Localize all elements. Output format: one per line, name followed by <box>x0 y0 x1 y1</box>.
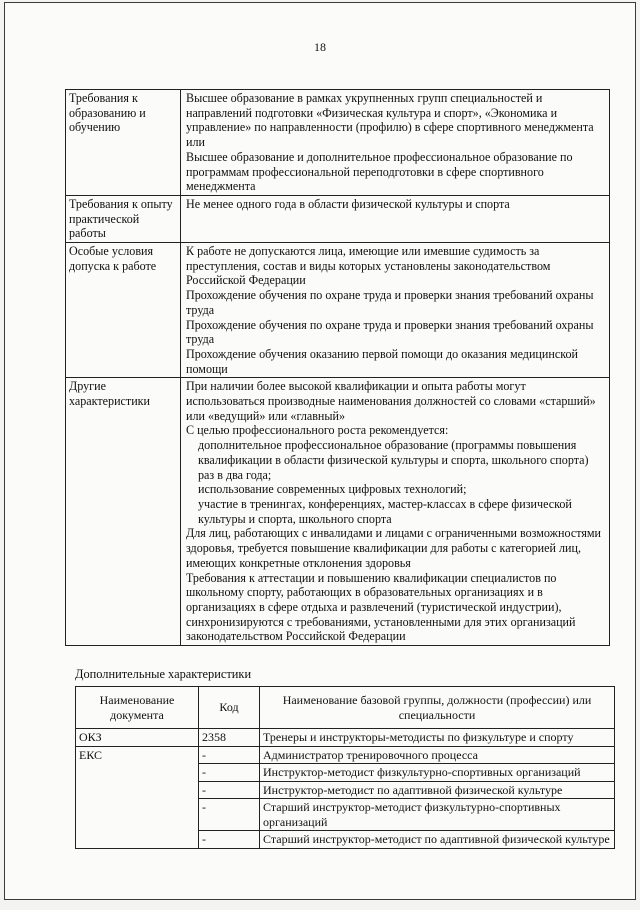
text-line: К работе не допускаются лица, имеющие или имевшие судимость за преступления, состав и виды которых установлены законодательством Российской Федерации <box>186 244 551 288</box>
table-row <box>76 746 615 764</box>
row-label: Требования к образованию и обучению <box>66 90 181 196</box>
table-row <box>66 90 610 196</box>
text-line: При наличии более высокой квалификации и опыта работы могут использоваться производные наименования должностей со словами «старший» или «ведущий» или «главный» <box>186 379 596 423</box>
text-line: или <box>186 135 205 150</box>
text-line: использование современных цифровых технологий; <box>198 482 467 497</box>
row-value <box>181 195 610 242</box>
cell-document: ЕКС <box>76 746 199 848</box>
cell-name: Старший инструктор-методист по адаптивной физической культуре <box>260 831 615 849</box>
cell-code: - <box>199 831 260 849</box>
table-row <box>66 195 610 242</box>
table-row <box>66 378 610 646</box>
text-line: дополнительное профессиональное образование (программы повышения квалификации в области физической культуры и спорта, школьного спорта) раз в два года; <box>198 438 589 482</box>
row-label: Особые условия допуска к работе <box>66 243 181 378</box>
text-line: Высшее образование в рамках укрупненных групп специальностей и направлений подготовки «Физическая культура и спорт», «Экономика и управление» по направленности (профилю) в сфере спортивного менеджмента <box>186 91 594 135</box>
table-header-row <box>76 687 615 729</box>
text-line: Прохождение обучения по охране труда и проверки знания требований охраны труда <box>186 317 594 347</box>
cell-code: - <box>199 781 260 799</box>
header-name: Наименование базовой группы, должности (профессии) или специальности <box>260 687 615 729</box>
text-line: Прохождение обучения оказанию первой помощи до оказания медицинской помощи <box>186 346 579 376</box>
cell-code: - <box>199 799 260 831</box>
text-line: участие в тренингах, конференциях, мастер-классах в сфере физической культуры и спорта, школьного спорта <box>198 496 572 526</box>
text-line: Прохождение обучения по охране труда и проверки знания требований охраны труда <box>186 288 594 317</box>
cell-name: Инструктор-методист физкультурно-спортивных организаций <box>260 764 615 782</box>
row-value <box>181 378 610 646</box>
section-title: Дополнительные характеристики <box>75 667 252 681</box>
cell-name: Инструктор-методист по адаптивной физической культуре <box>260 781 615 799</box>
table-row <box>66 243 610 378</box>
additional-table <box>75 686 615 849</box>
cell-code: - <box>199 746 260 764</box>
cell-code: - <box>199 764 260 782</box>
row-value <box>181 243 610 378</box>
row-value <box>181 90 610 196</box>
table-row <box>76 729 615 747</box>
header-code: Код <box>199 687 260 729</box>
requirements-table <box>65 89 610 646</box>
row-label: Другие характеристики <box>66 378 181 646</box>
text-line: Высшее образование и дополнительное профессиональное образование по программам профессиональной переподготовки в сфере спортивного менеджмента <box>186 149 573 194</box>
cell-name: Администратор тренировочного процесса <box>260 746 615 764</box>
document-page <box>4 2 636 900</box>
text-line: Требования к аттестации и повышению квалификации специалистов по школьному спорту, работающих в образовательных организациях и в организациях в сфере отдыха и развлечений (туристической индустрии), синхронизируются с требованиями, установленными для этих организаций законодательством Российской Федерации <box>186 570 576 644</box>
cell-code: 2358 <box>199 729 260 747</box>
cell-name: Старший инструктор-методист физкультурно-спортивных организаций <box>260 799 615 831</box>
text-line: С целью профессионального роста рекомендуется: <box>186 423 449 438</box>
cell-document: ОКЗ <box>76 729 199 747</box>
row-label: Требования к опыту практической работы <box>66 195 181 242</box>
text-line: Для лиц, работающих с инвалидами и лицами с ограниченными возможностями здоровья, требуется повышение квалификации для работы с категорией лиц, имеющих конкретные отклонения здоровья <box>186 526 602 570</box>
page-number: 18 <box>314 40 326 54</box>
text-line: Не менее одного года в области физической культуры и спорта <box>186 196 510 211</box>
header-document: Наименование документа <box>76 687 199 729</box>
cell-name: Тренеры и инструкторы-методисты по физкультуре и спорту <box>260 729 615 747</box>
